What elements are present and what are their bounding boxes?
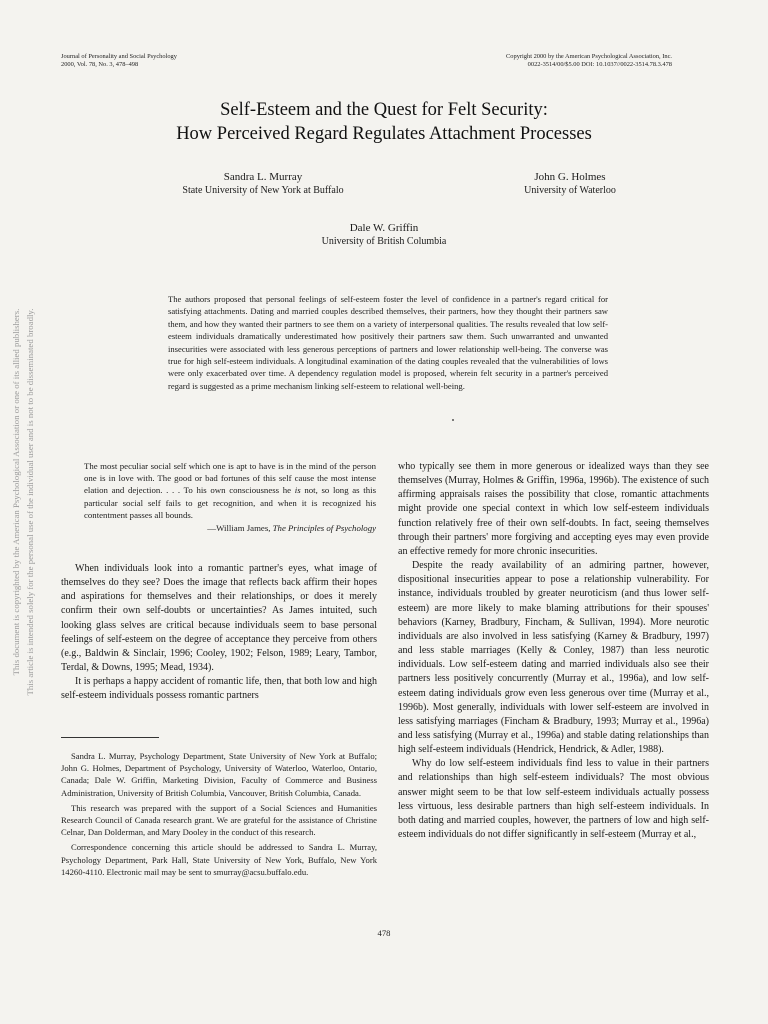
- paragraph: It is perhaps a happy accident of romantic life, then, that both low and high self-esteem individuals possess romantic partners: [61, 676, 377, 702]
- journal-citation: [61, 53, 177, 68]
- author-affiliation: State University of New York at Buffalo: [182, 185, 344, 196]
- paragraph: Why do low self-esteem individuals find less to value in their partners and relationships than high self-esteem individuals? The most obvious answer might seem to be that low self-esteem individuals actually possess less virtuous, less desirable partners than high self-esteem individuals. In both dating and married couples, however, the partners of low and high self-esteem individuals do not differ significantly in self-esteem (Murray et al.,: [398, 758, 709, 841]
- usage-side-notice: This article is intended solely for the personal use of the individual user and is not to be disseminated broadly.: [25, 308, 35, 696]
- author-affiliations-note: Sandra L. Murray, Psychology Department, State University of New York at Buffalo; John G. Holmes, Department of Psychology, University of Waterloo, Waterloo, Ontario, Canada; Dale W. Griffin, Marketing Division, Faculty of Commerce and Business Administration, University of British Columbia, Vancouver, British Columbia, Canada.: [61, 751, 377, 798]
- funding-note: This research was prepared with the support of a Social Sciences and Humanities Research Council of Canada research grant. We are grateful for the assistance of Christine Celnar, Dan Dolderman, and Mary Dooley in the conduct of this research.: [61, 802, 377, 838]
- epigraph-text-cont: not, so long as this particular social self fails to get recognition, and when it is recognized his contentment passes all bounds.: [84, 485, 376, 520]
- footnote-divider: [61, 737, 159, 738]
- author-block-griffin: [234, 222, 534, 248]
- author-name: Dale W. Griffin: [349, 222, 419, 234]
- paragraph: who typically see them in more generous or idealized ways than they see themselves (Murray, Holmes & Griffin, 1996a, 1996b). The existence of such affirming appraisals raises the possibility that close, romantic attachments might provide one special context in which low self-esteem individuals function relatively free of their own self-doubts. In fact, seeing themselves through their partners' more forgiving and accepting eyes may even provide an effective remedy for more chronic insecurities.: [398, 461, 709, 557]
- copyright-side-notice: This document is copyrighted by the American Psychological Association or one of its allied publishers.: [11, 308, 21, 676]
- correspondence-note: Correspondence concerning this article should be addressed to Sandra L. Murray, Psychology Department, Park Hall, State University of New York, Buffalo, New York 14260-4110. Electronic mail may be sent to smurray@acsu.buffalo.edu.: [61, 842, 377, 877]
- doi-line: 0022-3514/00/$5.00 DOI: 10.1037//0022-3514.78.3.478: [527, 60, 672, 68]
- body-right-column: [398, 460, 709, 842]
- speck: [452, 419, 454, 421]
- epigraph-emphasis: is: [294, 485, 301, 496]
- author-block-holmes: [450, 171, 690, 197]
- epigraph-text: The most peculiar social self which one is apt to have is in the mind of the person one is in love with. The good or bad fortunes of this self cause the most intense elation and dejection. . . . To his own consciousness he: [84, 461, 376, 496]
- copyright-line: Copyright 2000 by the American Psychological Association, Inc.: [506, 53, 672, 60]
- journal-volume: 2000, Vol. 78, No. 3, 478–498: [61, 60, 139, 68]
- body-left-column: [61, 562, 377, 704]
- page-number: 478: [377, 928, 391, 938]
- author-name: John G. Holmes: [534, 171, 606, 183]
- copyright-notice: [506, 53, 672, 68]
- author-affiliation: University of British Columbia: [321, 236, 447, 247]
- author-affiliation: University of Waterloo: [524, 185, 616, 196]
- abstract: The authors proposed that personal feelings of self-esteem foster the level of confidence in a partner's regard critical for satisfying attachments. Dating and married couples described themselves, their partners, how they thought their partners saw them, and how they wanted their partners to see them on a variety of interpersonal qualities. The results revealed that low self-esteem individuals dramatically underestimated how positively their partners saw them. Such unwarranted and unwanted insecurities were associated with less generous perceptions of partners and lower relationship well-being. The converse was true for high self-esteem individuals. A longitudinal examination of the dating couples revealed that the vulnerabilities of lows were only exacerbated over time. A dependency regulation model is proposed, wherein felt security in a partner's perceived regard is suggested as a prime mechanism linking self-esteem to relational well-being.: [168, 294, 608, 391]
- author-block-murray: [118, 171, 408, 197]
- paragraph: When individuals look into a romantic partner's eyes, what image of themselves do they see? Does the image that reflects back affirm their hopes and aspirations for themselves and their relationships, or does it merely confirm their own self-doubts or uncertainties? As James intuited, such looking glass selves are critical because individuals seem to base personal feelings of self-esteem on the degree of acceptance they perceive from others (e.g., Baldwin & Sinclair, 1996; Cooley, 1902; Felson, 1989; Leary, Tambor, Terdal, & Downs, 1995; Mead, 1934).: [61, 563, 377, 674]
- journal-name: Journal of Personality and Social Psychology: [61, 53, 177, 60]
- author-name: Sandra L. Murray: [223, 171, 303, 183]
- epigraph: [84, 460, 376, 534]
- article-title-line-2: How Perceived Regard Regulates Attachment Processes: [176, 124, 592, 144]
- epigraph-citation: —William James, The Principles of Psychology: [207, 523, 376, 534]
- paragraph: Despite the ready availability of an admiring partner, however, dispositional insecurities appear to pose a relationship vulnerability. For instance, individuals troubled by greater neuroticism (and thus lower self-esteem) are more likely to make blaming attributions for their spouses' behaviors (Karney, Bradbury, Fincham, & Sullivan, 1994). More neurotic individuals are also involved in less satisfying (Karney & Bradbury, 1997) and less stable marriages (Kelly & Conley, 1987) than less neurotic individuals. Low self-esteem dating and married individuals also see their partners less positively concurrently (Murray et al., 1996a), and low self-esteem dating individuals grow even less generous over time (Murray et al., 1996b). Most generally, individuals with lower self-esteem are involved in less satisfying marriages (Fincham & Bradbury, 1993; Murray et al., 1996a) and less satisfying (Murray et al., 1996a) and stable dating relationships than high self-esteem individuals (Hendrick, Hendrick, & Adler, 1988).: [398, 560, 709, 756]
- author-note: [61, 750, 377, 878]
- article-title-line-1: Self-Esteem and the Quest for Felt Security:: [220, 100, 548, 120]
